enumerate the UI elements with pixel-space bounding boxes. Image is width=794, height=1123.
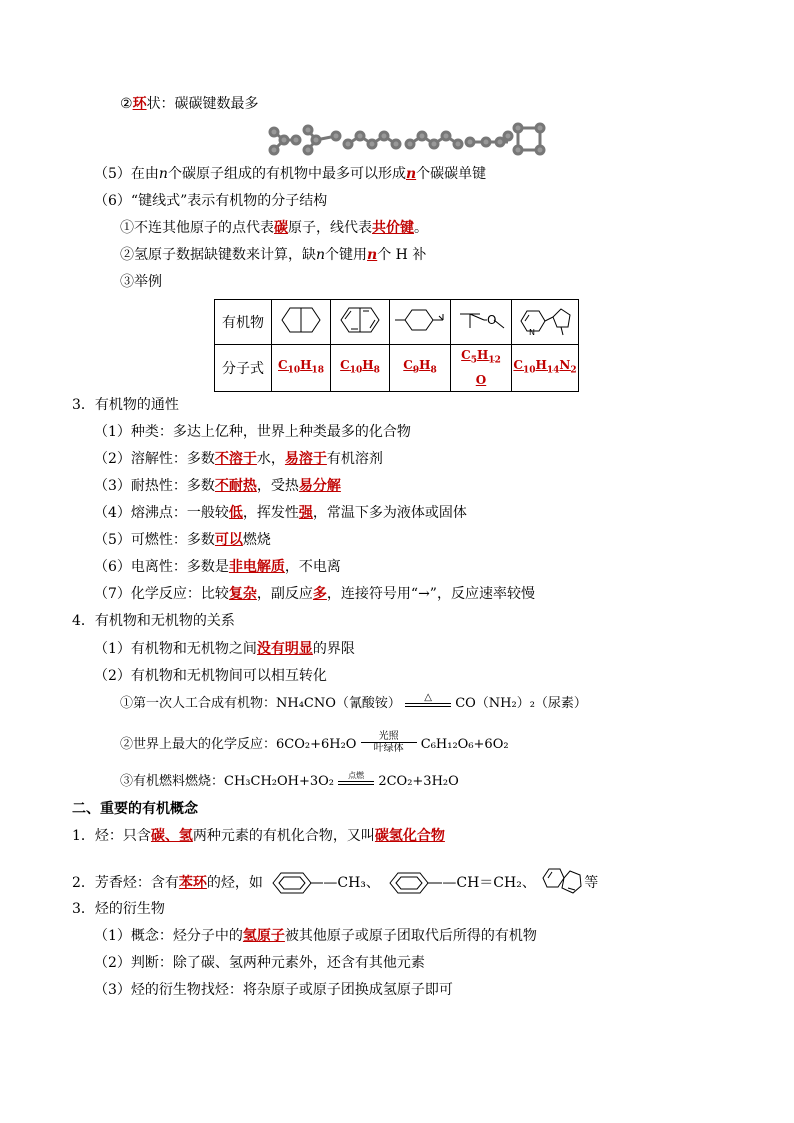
- s3-item-6: （6）电离性：多数是非电解质，不电离: [94, 559, 341, 575]
- row-header-formula: 分子式: [215, 345, 272, 392]
- s4-item-2: （2）有机物和无机物间可以相互转化: [94, 668, 327, 684]
- formula-cell: $C_{10}H_{18}$: [272, 345, 331, 392]
- s3-item-4: （4）熔沸点：一般较低，挥发性强，常温下多为液体或固体: [94, 505, 467, 521]
- concept-1: 1．烃：只含碳、氢两种元素的有机化合物，又叫碳氢化合物: [72, 828, 445, 844]
- item-5: （5）在由n个碳原子组成的有机物中最多可以形成n个碳碳单键: [94, 166, 487, 182]
- naphthalene-icon: [540, 866, 584, 900]
- concept-3: 3．烃的衍生物: [72, 901, 165, 917]
- reaction-2: ②世界上最大的化学反应：6CO₂+6H₂O 光照 叶绿体 C₆H₁₂O₆+6O₂: [120, 731, 509, 754]
- nicotine-structure: [512, 300, 579, 345]
- ignite-condition-arrow: 点燃: [338, 770, 374, 785]
- section-3-title: 3．有机物的通性: [72, 397, 179, 413]
- reaction-1: ①第一次人工合成有机物：NH₄CNO（氰酸铵） △ CO（NH₂）₂（尿素）: [120, 692, 587, 711]
- s3-item-3: （3）耐热性：多数不耐热，受热易分解: [94, 478, 341, 494]
- s3-item-5: （5）可燃性：多数可以燃烧: [94, 532, 271, 548]
- item-6-2: ②氢原子数据缺键数来计算，缺n个键用n个 H 补: [120, 247, 427, 263]
- formula-cell: $C_{10}H_8$: [331, 345, 390, 392]
- photosynthesis-arrow: 光照 叶绿体: [361, 731, 417, 754]
- part-2-title: 二、重要的有机概念: [72, 801, 198, 817]
- benzene-ring-icon: [267, 870, 323, 896]
- section-4-title: 4．有机物和无机物的关系: [72, 613, 235, 629]
- ether-structure: [451, 300, 512, 345]
- s3-item-7: （7）化学反应：比较复杂，副反应多，连接符号用“→”，反应速率较慢: [94, 586, 535, 602]
- concept-2: 2．芳香烃：含有苯环的烃，如 —CH₃、 —CH＝CH₂、 等: [72, 866, 598, 900]
- naphthalene-structure: [331, 300, 390, 345]
- svg-text:N: N: [529, 328, 535, 337]
- item-6-1: ①不连其他原子的点代表碳原子，线代表共价键。: [120, 220, 428, 236]
- concept-3-1: （1）概念：烃分子中的氢原子被其他原子或原子团取代后所得的有机物: [94, 928, 537, 944]
- heat-condition-arrow: △: [405, 692, 451, 707]
- item-6: （6）“键线式”表示有机物的分子结构: [94, 193, 328, 209]
- molecule-models-illustration: [264, 122, 546, 158]
- benzene-ring-icon: [384, 870, 442, 896]
- s4-item-1: （1）有机物和无机物之间没有明显的界限: [94, 641, 355, 657]
- concept-3-2: （2）判断：除了碳、氢两种元素外，还含有其他元素: [94, 955, 425, 971]
- concept-3-3: （3）烃的衍生物找烃：将杂原子或原子团换成氢原子即可: [94, 982, 453, 998]
- formula-cell: $C_{10}H_{14}N_2$: [512, 345, 579, 392]
- methyl-vinyl-benzene-structure: [390, 300, 451, 345]
- example-table: [214, 299, 579, 392]
- s3-item-2: （2）溶解性：多数不溶于水，易溶于有机溶剂: [94, 451, 383, 467]
- ring-item: ②环状：碳碳键数最多: [120, 96, 259, 112]
- svg-text:O: O: [487, 313, 497, 327]
- row-header-organic: 有机物: [215, 300, 272, 345]
- formula-cell: $C_9H_8$: [390, 345, 451, 392]
- reaction-3: ③有机燃料燃烧：CH₃CH₂OH+3O₂ 点燃 2CO₂+3H₂O: [120, 771, 459, 789]
- formula-cell: $C_5H_{12}$ O: [451, 345, 512, 392]
- item-6-3: ③举例: [120, 274, 162, 290]
- decalin-structure: [272, 300, 331, 345]
- s3-item-1: （1）种类：多达上亿种，世界上种类最多的化合物: [94, 424, 411, 440]
